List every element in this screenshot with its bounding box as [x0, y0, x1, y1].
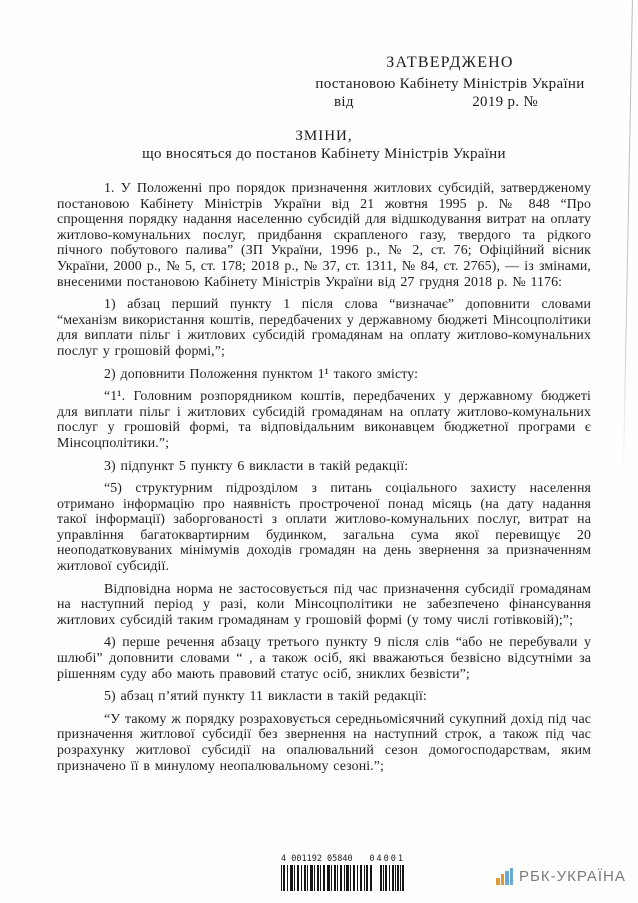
paragraph-5: 3) підпункт 5 пункту 6 викласти в такій редакції: — [104, 458, 409, 474]
document-body — [57, 181, 591, 781]
document-title: ЗМІНИ, — [295, 128, 353, 144]
paragraph-9: 5) абзац п’ятий пункту 11 викласти в такій редакції: — [104, 689, 427, 705]
document-subtitle: що вносяться до постанов Кабінету Міністрів України — [142, 146, 506, 162]
paragraph-2: 1) абзац перший пункту 1 після слова “визначає” доповнити словами “механізм використання коштів, передбачених у державному бюджеті Мінсоцполітики для виплати пільг і житлових субсидій громадянам на оплату житлово-комунальних послуг у грошовій формі,”; — [57, 297, 591, 359]
paragraph-8: 4) перше речення абзацу третього пункту 9 після слів “або не перебували у шлюбі” доповнити словами “ , а також осіб, які вважаються безвісно відсутніми за рішенням суду або мають правовий статус осіб, зниклих безвісти”; — [57, 635, 591, 682]
scan-edge-artifact — [623, 0, 633, 476]
paragraph-10: “У такому ж порядку розраховується середньомісячний сукупний дохід під час призначення житлової субсидії без звернення на наступний строк, а також під час розрахунку житлової субсидії на опалювальний сезон домогосподарствам, яким призначено її в минулому неопалювальному сезоні.”; — [57, 711, 591, 774]
approval-authority: постановою Кабінету Міністрів України — [315, 76, 585, 92]
approval-stamp: ЗАТВЕРДЖЕНО — [386, 54, 514, 71]
barcode-digits-left: 4 001192 05840 — [281, 854, 353, 864]
paragraph-3: 2) доповнити Положення пунктом 1¹ такого змісту: — [104, 366, 419, 382]
approval-date-prefix: від — [334, 94, 354, 110]
barcode-digits-right: 04001 — [369, 854, 405, 864]
bar-chart-icon — [496, 868, 513, 885]
barcode-digits — [281, 854, 405, 864]
paragraph-6: “5) структурним підрозділом з питань соціального захисту населення отримано інформацію про наявність простроченої понад місяць (на дату надання такої інформації) заборгованості з оплати житлово-комунальних послуг, витрат на управління багатоквартирним будинком, загальна сума якої перевищує 20 неоподатковуваних мінімумів доходів громадян на день звернення за призначенням житлової субсидії. — [57, 481, 591, 575]
paragraph-1: 1. У Положенні про порядок призначення житлових субсидій, затвердженому постановою Кабінету Міністрів України від 21 жовтня 1995 р. № 848 “Про спрощення порядку надання населенню субсидій для відшкодування витрат на оплату житлово-комунальних послуг, придбання скрапленого газу, твердого та рідкого пічного побутового палива” (ЗП України, 1996 р., № 2, ст. 76; Офіційний вісник України, 2000 р., № 5, ст. 178; 2018 р., № 37, ст. 1311, № 84, ст. 2765), — із змінами, внесеними постановою Кабінету Міністрів України від 27 грудня 2018 р. № 1176: — [57, 181, 591, 290]
rbc-ukraine-watermark — [496, 868, 626, 885]
watermark-label: РБК-УКРАЇНА — [519, 868, 626, 885]
document-title-block — [57, 127, 591, 163]
barcode — [281, 854, 405, 891]
approval-block — [306, 54, 594, 111]
approval-date-suffix: 2019 р. № — [472, 94, 538, 110]
approval-date-line — [306, 93, 594, 111]
barcode-bars — [281, 865, 405, 891]
paragraph-7: Відповідна норма не застосовується під час призначення субсидії громадянам на наступний період у разі, коли Мінсоцполітики не забезпечено фінансування житлових субсидій таким громадянам у грошовій формі (у тому числі готівковій);”; — [57, 581, 591, 628]
paragraph-4: “1¹. Головним розпорядником коштів, передбачених у державному бюджеті для виплати пільг і житлових субсидій громадянам на оплату житлово-комунальних послуг у грошовій формі, та відповідальним виконавцем бюджетної програми є Мінсоцполітики.”; — [57, 389, 591, 451]
